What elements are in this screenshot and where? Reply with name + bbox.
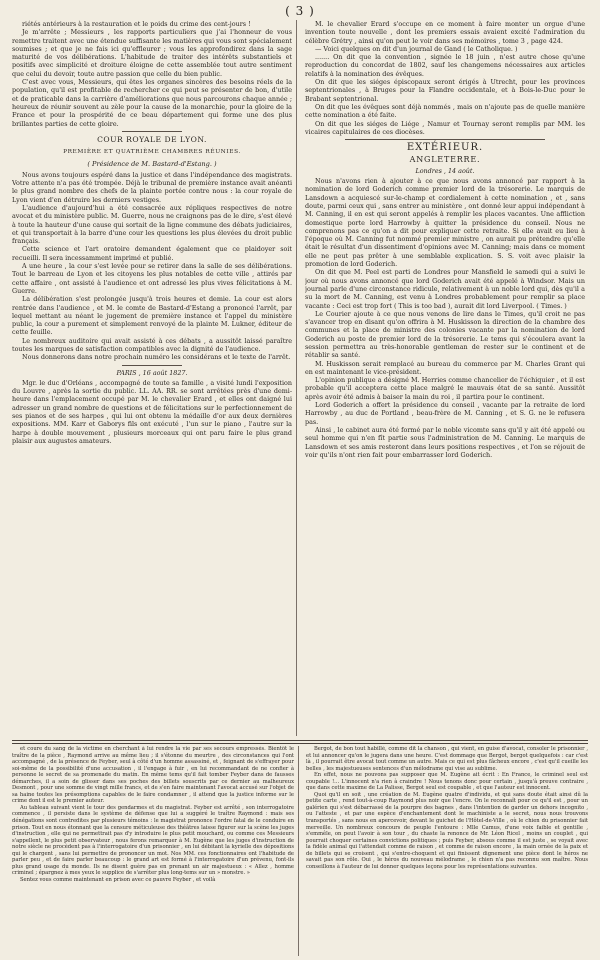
court-paragraph: Le nombreux auditoire qui avait assisté à ces débats , a aussitôt laissé paraître toutes les marques de satisfaction compatibles avec la dignité de l'audience.: [12, 336, 292, 353]
right-column: [305, 20, 585, 736]
court-presidency: ( Présidence de M. Bastard-d'Estang. ): [87, 160, 217, 169]
exterieur-heading: EXTÉRIEUR.: [406, 142, 484, 154]
london-paragraph: M. Huskisson serait remplacé au bureau du commerce par M. Charles Grant qui en est maintenant le vice-président.: [305, 359, 585, 376]
london-paragraph: Lord Goderich a offert la présidence du conseil , vacante par la retraite de lord Harrowby , au duc de Portland , beau-frère de M. Canning , et S. G. ne le refusera pas.: [305, 401, 585, 426]
paris-paragraph: Mgr. le duc d'Orléans , accompagné de toute sa famille , a visité lundi l'exposition du Louvre , après la sortie du public. LL. AA. RR. se sont arrêtées près d'une demi-heure dans l'emplacement occupé par M. le chevalier Erard , et elles ont daigné lui adresser un grand nombre de questions et de félicitations sur le perfectionnement de ses pianos et de ses harpes , qui lui ont obtenu la médaille d'or aux deux dernières expositions. MM. Karr et Gaborys fils ont exécuté , l'un sur le piano , l'autre sur la harpe à double mouvement , plusieurs morceaux qui ont paru faire le plus grand plaisir aux augustes amateurs.: [12, 378, 292, 445]
court-paragraph: Nous donnerons dans notre prochain numéro les considérans et le texte de l'arrêt.: [22, 353, 291, 362]
feuilleton-paragraph: Sentez vous comme maintenant en prison avec ce pauvre Feyber , et voilà: [20, 876, 216, 883]
feuilleton-column-rule: [298, 746, 299, 956]
london-dateline: Londres , 14 août.: [415, 166, 475, 175]
court-paragraph: La délibération s'est prolongée jusqu'à trois heures et demie. La cour est alors rentrée dans l'audience , et M. le comte de Bastard-d'Estang a prononcé l'arrêt, par lequel mettant au néant le jugement de première instance et l'appel du ministère public, la cour a purement et simplement renvoyé de la plainte M. Lukner, éditeur de cette feuille.: [12, 295, 292, 337]
right-paragraph: On dit que les siéges épiscopaux seront érigés à Utrecht, pour les provinces septentrionales , à Bruges pour la Flandre occidentale, et à Bois-le-Duc pour le Brabant septentrional.: [305, 78, 585, 103]
feuilleton-separator: [12, 740, 588, 744]
court-subheading: PREMIÈRE ET QUATRIÈME CHAMBRES RÉUNIES.: [63, 149, 241, 156]
court-heading: COUR ROYALE DE LYON.: [97, 134, 207, 144]
feuilleton-paragraph: Au tableau suivant vient le tour des gendarmes et du magistrat. Feyber est arrêté , son interrogatoire commence , il persiste dans le système de défense que lui a suggéré le traître Raymond : mais ses dénégations sont contredites par plusieurs témoins : le magistrat prononce l'ordre fatal de le conduire en prison. Tout en nous étonnant que la censure méticuleuse des théâtres laisse figurer sur la scène les juges d'instruction , elle qui ne permettrait pas d'y introduire le plus petit mouchard, ou comme ces Messieurs s'appellent, le plus petit observateur , nous ferons remarquer à M. Eugène que les juges d'instruction de notre siècle ne procèdent pas à l'interrogatoire d'un prisonnier , en lui débitant la kyrielle des dépositions qui le chargent , sans lui permettre de prononcer un mot. Nos MM. ces fonctionnaires ont l'habitude de parler peu , et de faire parler beaucoup : le grand art est formé à l'interrogatoire d'un prévenu, font-ils plus grand usage du monde. Ils ne disent guère pas en prenant un air majestueux : « Allez , homme criminel ; épargnez à mes yeux le supplice de s'arrêter plus long-tems sur un » monstre. »: [12, 804, 294, 877]
angleterre-heading: ANGLETERRE.: [409, 155, 481, 165]
left-paragraph: Je m'arrête ; Messieurs , les rapports particuliers que j'ai l'honneur de vous remettre traitent avec une étendue suffisante les matières qui vous sont spécialement soumises ; et que je ne fais ici qu'effleurer ; vous les approfondirez dans la sage maturité de vos délibérations. L'habitude de traiter des intérêts substantiels et positifs avec simplicité et droiture éloigne de cette assemblée tout autre sentiment que celui du devoir, toute autre passion que celle du bien public.: [12, 28, 292, 78]
left-paragraph: C'est avec vous, Messieurs, qui êtes les organes sincères des besoins réels de la population, qu'il est profitable de rechercher ce qui peut se présenter de bon, d'utile et de praticable dans la carrière d'améliorations que nous parcourons chaque année ; heureux de réunir souvent au zèle pour la cause de la monarchie, pour la gloire de la France et pour la prospérité de ce beau département qui forme une des plus brillantes parties de cette gloire.: [12, 78, 292, 128]
right-paragraph: On dit que les évêques sont déjà nommés , mais on n'ajoute pas de quelle manière cette nomination a été faite.: [305, 102, 585, 120]
paris-dateline: PARIS , 16 août 1827.: [116, 368, 188, 377]
feuilleton-paragraph: et coure du sang de la victime en cherchant à lui rendre la vie par ses secours empressés. Bientôt le traître de la pièce , Raymond arrive au même lieu ; il s'étonne du meurtre , des circonstances qui l'ont accompagné , de la présence de Feyber, seul à côté d'un homme assassiné, et , feignant de s'effrayer pour soi-même de la possibilité d'une accusation , il l'engage à fuir , en lui recommandant de ne confier à personne le secret de sa promenade du matin. En même tems qu'il fait tomber Feyber dans de fausses démarches, il a soin de glisser dans ses poches des billets souscrits par ce dernier au malheureux Desmont , pour une somme de vingt mille francs, et de s'en faire maintenant l'avocat accusé sur l'objet de sa haine toutes les présomptions capables de le faire condamner , il attend que la justice informe sur le crime dont il est le premier auteur.: [12, 746, 294, 805]
london-paragraph: On dit que M. Peel est parti de Londres pour Mansfield le samedi qui a suivi le jour où nous avons annoncé que lord Goderich avait été appelé à Windsor. Mais un journal parle d'une circonstance ridicule, relativement à un noble lord qui, dès qu'il a su la mort de M. Canning, est venu à Londres probablement pour remplir sa place vacante : Ceci est trop fort ( This is too bad ), aurait dit lord Liverpool. ( Times. ): [305, 268, 585, 310]
right-paragraph: On dit que les siéges de Liége , Namur et Tournay seront remplis par MM. les vicaires capitulaires de ces diocèses.: [305, 119, 585, 136]
right-paragraph: M. le chevalier Erard s'occupe en ce moment à faire monter un orgue d'une invention toute nouvelle , dont les premiers essais avaient excité l'admiration du célèbre Grétry , ainsi qu'on peut le voir dans ses mémoires , tome 3 , page 424.: [305, 20, 585, 45]
column-rule: [296, 20, 297, 736]
court-paragraph: Nous avons toujours espéré dans la justice et dans l'indépendance des magistrats. Votre attente n'a pas été trompée. Déjà le tribunal de première instance avait anéanti le plus grand nombre des chefs de la plainte portée contre nous : la cour royale de Lyon vient d'en détruire les derniers vestiges.: [12, 170, 292, 204]
feuilleton-paragraph: Bergot, de bon tout habillé, comme dit la chanson , qui vient, en guise d'avocat, consoler le prisonnier , et lui annoncer qu'on le jugera dans une heure. C'est dommage que Bergot, bergot quelquefois : car c'est là , il pourrait être avocat tout comme un autre. Mais ce qui est plus fâcheux encore , c'est qu'il cueille les belles , les majestueuses sentences d'un mélodrame qui vise au sublime.: [306, 746, 588, 772]
court-paragraph: L'audience d'aujourd'hui a été consacrée aux répliques respectives de notre avocat et du ministère public. M. Guerre, nous ne craignons pas de le dire, s'est élevé à toute la hauteur d'une cause qui sortait de la ligne commune des débats judiciaires, et qui transportait à la barre d'une cour les questions les plus élevées du droit public français.: [12, 203, 292, 246]
divider: [345, 139, 545, 140]
london-paragraph: Ainsi , le cabinet aura été formé par le noble vicomte sans qu'il y ait été appelé ou seul homme qui n'en fît partie sous l'administration de M. Canning. Le marquis de Lansdown et ses amis resteront dans leurs positions respectives , et l'on se réjouit de voir qu'ils n'ont rien fait pour embarrasser lord Goderich.: [305, 425, 585, 459]
right-paragraph: ....... On dit que la convention , signée le 18 juin , n'est autre chose qu'une reproduction du concordat de 1802, sauf les changemens nécessaires aux articles relatifs à la nomination des évêques.: [305, 53, 585, 78]
left-column: [12, 20, 292, 736]
right-paragraph: — Voici quelques on dit d'un journal de Gand ( le Catholique. ): [315, 44, 518, 53]
divider: [122, 131, 182, 132]
left-paragraph: riétés antérieurs à la restauration et le poids du crime des cent-jours !: [22, 20, 251, 28]
london-paragraph: Nous n'avons rien à ajouter à ce que nous avons annoncé par rapport à la nomination de lord Goderich comme premier lord de la trésorerie. Le marquis de Lansdown a acquiescé sur-le-champ et cordialement à cette nomination , et , sans doute, parmi ceux qui , sans entrer au ministère , ont donné leur appui indépendant à M. Canning, il en est qui seront appelés à remplir les places vacantes. Une affliction domestique porte lord Harrowby à quitter la présidence du conseil. Nous ne comprenons pas ce qu'on a dit pour expliquer cette retraite. Si elle avait eu lieu à l'époque où M. Canning fut nommé premier ministre , on aurait pu prétendre qu'elle était le résultat d'un dissentiment d'opinions avec M. Canning; mais dans ce moment elle ne peut pas prêter à une semblable explication. S. S. voit avec plaisir la promotion de lord Goderich.: [305, 177, 585, 269]
court-paragraph: A une heure , la cour s'est levée pour se retirer dans la salle de ses délibérations. Tout le barreau de Lyon et les citoyens les plus notables de cette ville , attirés par cette affaire , ont assisté à l'audience et ont adressé les plus vives félicitations à M. Guerre.: [12, 262, 292, 295]
london-paragraph: Le Courier ajoute à ce que nous venons de lire dans le Times, qu'il croit ne pas s'avancer trop en disant qu'on offrira à M. Huskisson la direction de la chambre des communes et la place de ministre des colonies vacante par la nomination de lord Goderich au poste de premier lord de la trésorerie. Le tems qui s'écoulera avant la session permettra au très-honorable gentleman de rester sur le continent et de rétablir sa santé.: [305, 309, 585, 360]
page-number: ( 3 ): [285, 4, 315, 18]
feuilleton-paragraph: Quoi qu'il en soit , une création de M. Eugène quatre d'individu, et qui sans doute était ainsi dû la petite carte , rend tout-à-coup Raymond plus noir que l'encre. On le reconnaît pour ce qu'il est , pour un galérien qui s'est débarrassé de la pourpre des bagnes , dans l'intention de garder un dehors incognito , ou l'atteste , et par une espèce d'enchantement dont le machiniste a le secret, nous nous trouvons transportés , sans nous en apercevoir, devant le guichet de l'Hôtel-de-Ville , où le chien du prisonnier fait merveille. Un nombreux concours de peuple l'entoure : Mlle Camus, d'une voix faible et gentille , s'emmêle, on peut l'avoir à son tour , du chaste la renonce de Mr. Léon Ricel , moins un couplet , qui pourrait choquer certaines convictions politiques ; puis Feyber, absous comme il est juste , se voyait avec la fidèle animal qui l'attendait comme de raison , et comme de raison encore , la main ornée de la paix et de billets qui se croisent , qui s'entre-choquent et qui finissent dignement une pièce dont le héros ne savait pas son rôle. Oui , le héros du nouveau mélodrame , le chien n'a pas reconnu son maître. Nous conseillons à l'auteur de lui donner quelques leçons pour les représentations suivantes.: [306, 791, 588, 870]
feuilleton-left: [12, 746, 294, 956]
feuilleton-right: [306, 746, 588, 956]
court-paragraph: Cette science et l'art oratoire demandent également que ce plaidoyer soit recueilli. Il sera incessamment imprimé et publié.: [12, 245, 292, 262]
feuilleton-paragraph: En effet, nous ne pouvons pas supposer que M. Eugène ait écrit : En France, le criminel seul est coupable !... L'innocent n'a rien à craindre ! Nous tenons donc pour certain , jusqu'à preuve contraire , que dans cette maxime de La Palisse, Bergot seul est coupable , et que l'auteur est innocent.: [306, 772, 588, 792]
divider: [122, 365, 182, 366]
london-paragraph: L'opinion publique a désigné M. Herries comme chancelier de l'échiquier , et il est probable qu'il acceptera cette place malgré le mauvais état de sa santé. Aussitôt après avoir été admis à baiser la main du roi , il partira pour le continent.: [305, 376, 585, 401]
